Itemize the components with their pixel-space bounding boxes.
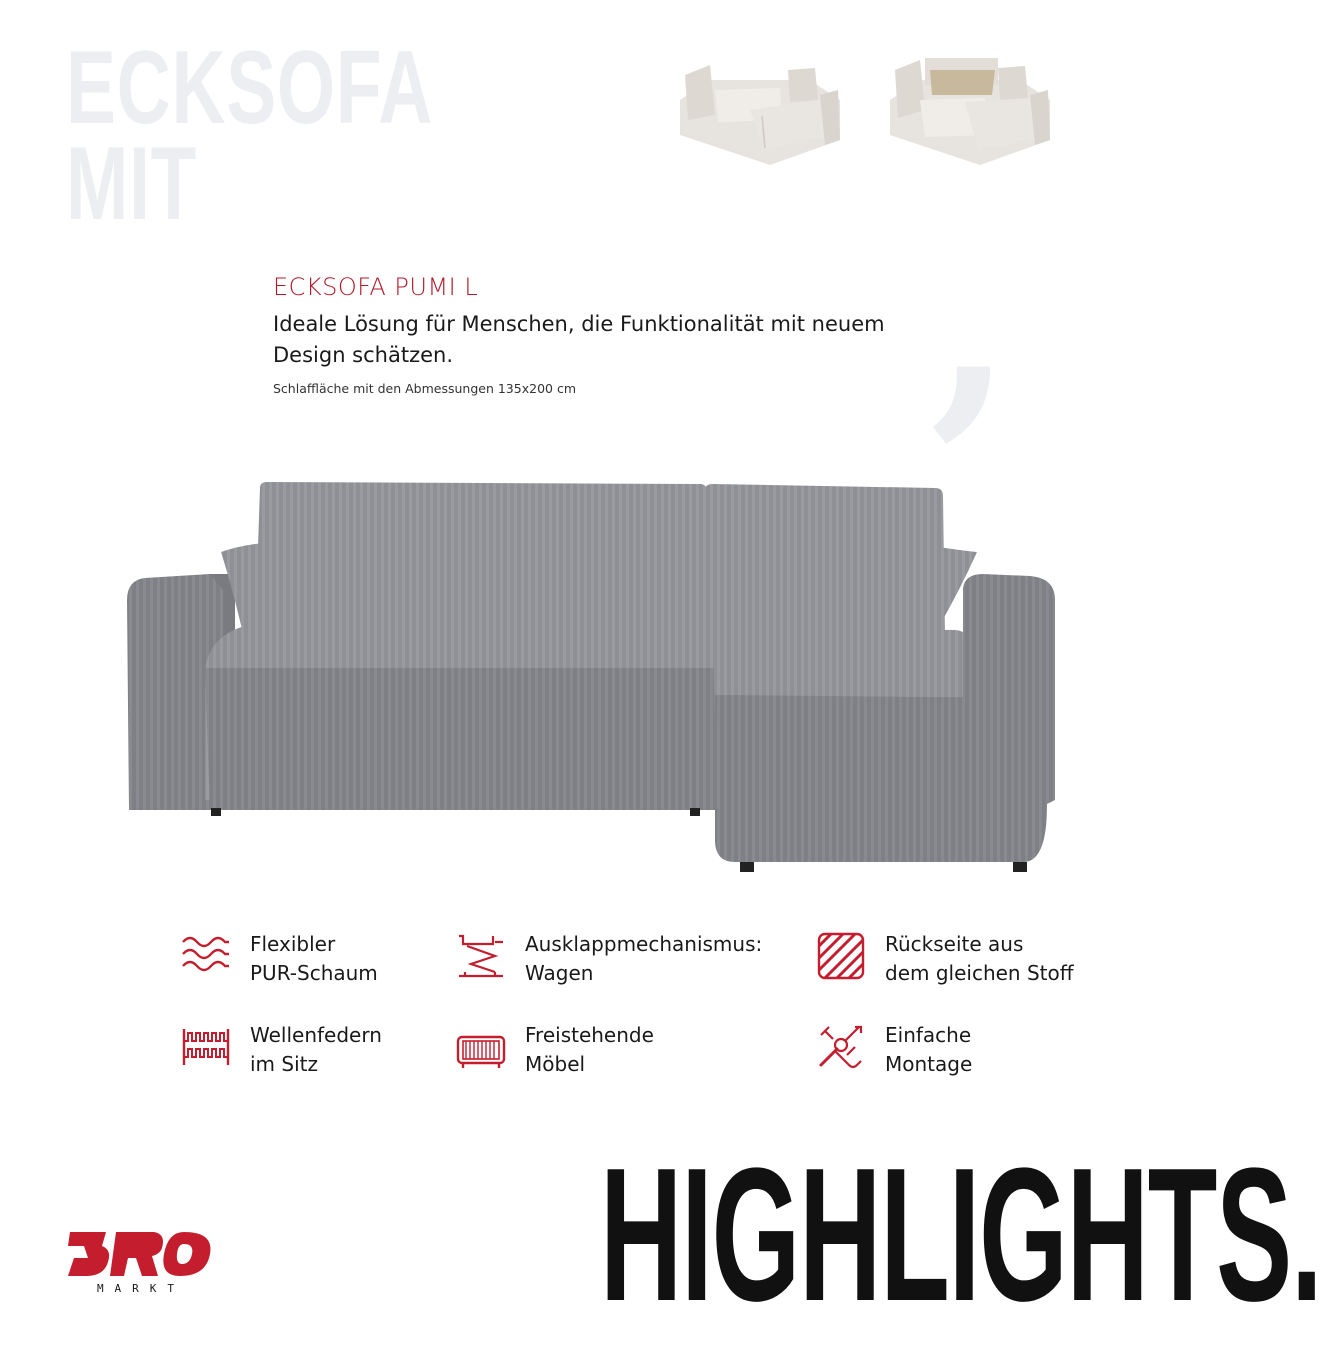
feature-item bbox=[180, 1021, 382, 1079]
sofa-thumbnail-closed bbox=[670, 40, 845, 170]
fabric-back-icon bbox=[815, 930, 867, 982]
feature-text: Wellenfedern im Sitz bbox=[250, 1023, 382, 1076]
feature-item bbox=[815, 1021, 972, 1079]
feature-text: Einfache Montage bbox=[885, 1023, 973, 1076]
features-list bbox=[0, 925, 1200, 1125]
wave-springs-icon bbox=[180, 1021, 232, 1073]
assembly-tools-icon bbox=[815, 1021, 867, 1073]
sofa-image bbox=[115, 470, 1055, 880]
feature-item bbox=[815, 930, 1074, 988]
feature-text: Rückseite aus dem gleichen Stoff bbox=[885, 932, 1074, 985]
background-title-line2: MIT bbox=[66, 126, 198, 242]
bro-logo-mark bbox=[66, 1228, 216, 1280]
sofa-thumbnail-storage-open bbox=[880, 40, 1055, 170]
feature-text: Freistehende Möbel bbox=[525, 1023, 654, 1076]
foam-waves-icon bbox=[180, 930, 232, 982]
highlights-heading: HIGHLIGHTS. bbox=[600, 1129, 1321, 1341]
freestanding-sofa-icon bbox=[455, 1021, 507, 1073]
feature-item bbox=[180, 930, 378, 988]
feature-item bbox=[455, 1021, 654, 1079]
feature-text: Ausklappmechanismus: Wagen bbox=[525, 932, 763, 985]
feature-text: Flexibler PUR-Schaum bbox=[250, 932, 378, 985]
bro-markt-logo bbox=[66, 1228, 216, 1304]
logo-subtext: MARKT bbox=[96, 1282, 186, 1295]
product-description: Ideale Lösung für Menschen, die Funktionalität mit neuem Design schätzen. bbox=[273, 312, 885, 367]
product-info bbox=[273, 273, 953, 396]
feature-item bbox=[455, 930, 762, 988]
product-name: ECKSOFA PUMI L bbox=[273, 273, 479, 301]
product-note: Schlaffläche mit den Abmessungen 135x200 cm bbox=[273, 381, 576, 396]
fold-out-mechanism-icon bbox=[455, 930, 507, 982]
quote-mark-decoration: , bbox=[930, 179, 1014, 461]
background-title-line1: ECKSOFA bbox=[66, 30, 434, 146]
background-title bbox=[66, 30, 434, 242]
